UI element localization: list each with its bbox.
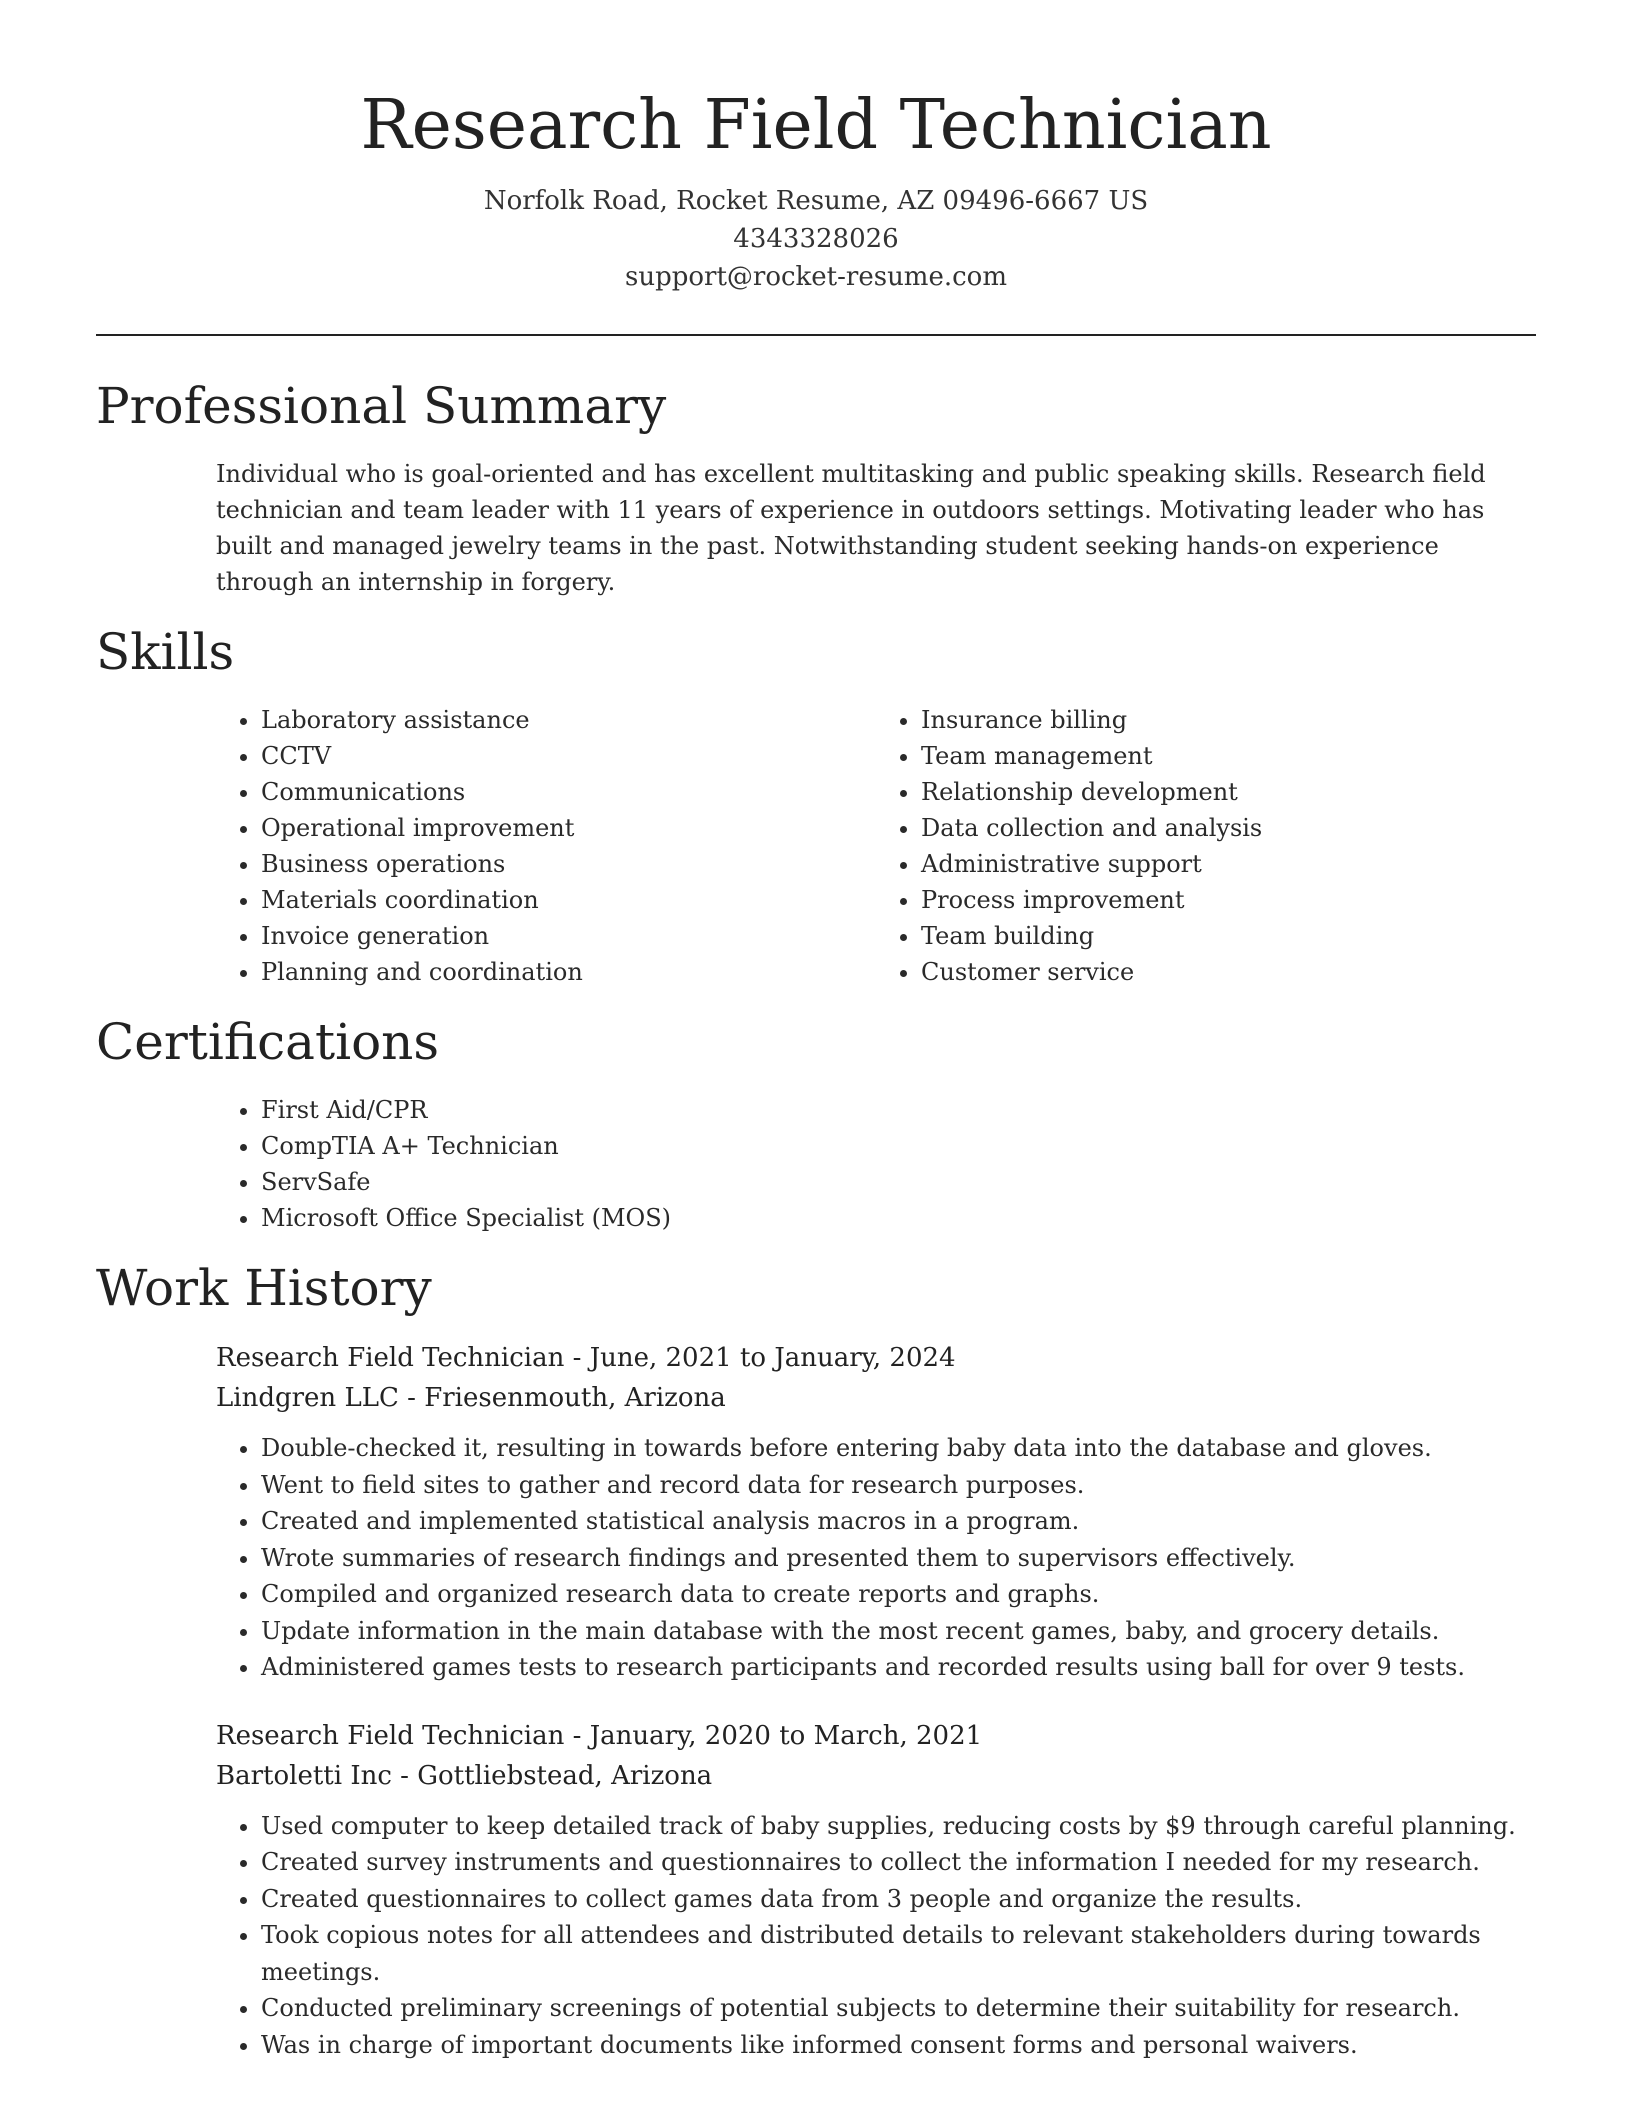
job-bullet: • Conducted preliminary screenings of potential subjects to determine their suitability for research. (261, 1990, 1536, 2027)
job-entry (96, 1716, 1536, 2064)
skill-item: • CCTV (261, 738, 876, 774)
skills-columns (216, 702, 1536, 990)
skill-item: • Team management (921, 738, 1536, 774)
skill-item: • Customer service (921, 954, 1536, 990)
job-entry (96, 1338, 1536, 1686)
skills-left-list (216, 702, 876, 990)
job-location: Friesenmouth, Arizona (424, 1383, 726, 1413)
job-location: Gottliebstead, Arizona (417, 1760, 713, 1791)
job-bullet: • Used computer to keep detailed track of baby supplies, reducing costs by $9 through careful planning. (261, 1808, 1536, 1845)
job-company: Lindgren LLC (216, 1383, 399, 1413)
resume-page (96, 0, 1536, 2063)
job-bullet: • Wrote summaries of research findings and presented them to supervisors effectively. (261, 1540, 1536, 1577)
certification-item: • Microsoft Office Specialist (MOS) (261, 1200, 1536, 1236)
certifications-list (216, 1092, 1536, 1236)
skill-item: • Insurance billing (921, 702, 1536, 738)
skills-section (96, 622, 1536, 990)
job-bullet: • Administered games tests to research participants and recorded results using ball for over 9 tests. (261, 1649, 1536, 1686)
job-bullet: • Went to field sites to gather and record data for research purposes. (261, 1467, 1536, 1504)
job-company: Bartoletti Inc (216, 1760, 392, 1791)
job-title: Research Field Technician (216, 1343, 565, 1373)
email: support@rocket-resume.com (624, 262, 1007, 292)
skills-right-list (876, 702, 1536, 990)
skill-item: • Laboratory assistance (261, 702, 876, 738)
job-title: Research Field Technician (216, 1720, 565, 1751)
job-bullet: • Created questionnaires to collect games data from 3 people and organize the results. (261, 1881, 1536, 1918)
job-bullet: • Update information in the main database with the most recent games, baby, and grocery details. (261, 1613, 1536, 1650)
skill-item: • Data collection and analysis (921, 810, 1536, 846)
skill-item: • Team building (921, 918, 1536, 954)
job-dates: June, 2021 to January, 2024 (589, 1343, 956, 1373)
contact-info (96, 182, 1536, 296)
job-bullet: • Double-checked it, resulting in towards before entering baby data into the database and gloves. (261, 1430, 1536, 1467)
certification-item: • First Aid/CPR (261, 1092, 1536, 1128)
skills-heading: Skills (96, 623, 235, 681)
job-bullets (216, 1808, 1536, 2064)
job-bullet: • Took copious notes for all attendees and distributed details to relevant stakeholders during towards meetings. (261, 1917, 1536, 1990)
certification-item: • ServSafe (261, 1164, 1536, 1200)
job-dates: January, 2020 to March, 2021 (589, 1720, 983, 1751)
job-company-line: Bartoletti Inc - Gottliebstead, Arizona (216, 1760, 713, 1791)
skill-item: • Communications (261, 774, 876, 810)
skill-item: • Planning and coordination (261, 954, 876, 990)
skill-item: • Process improvement (921, 882, 1536, 918)
job-title-line: Research Field Technician - January, 2020 to March, 2021 (216, 1720, 983, 1751)
job-bullet: • Created and implemented statistical analysis macros in a program. (261, 1503, 1536, 1540)
header-divider (96, 334, 1536, 336)
skill-item: • Operational improvement (261, 810, 876, 846)
job-title-line: Research Field Technician - June, 2021 to January, 2024 (216, 1343, 956, 1373)
summary-text: Individual who is goal-oriented and has excellent multitasking and public speaking skills. Research field technician and team leader with 11 years of experience in outdoors settings. Motivating leader who has built and managed jewelry teams in the past. Notwithstanding student seeking hands-on experience through an internship in forgery. (216, 460, 1486, 596)
skill-item: • Business operations (261, 846, 876, 882)
work-history-section (96, 1258, 1536, 2063)
job-company-line: Lindgren LLC - Friesenmouth, Arizona (216, 1383, 726, 1413)
certification-item: • CompTIA A+ Technician (261, 1128, 1536, 1164)
phone: 4343328026 (733, 224, 899, 254)
skill-item: • Invoice generation (261, 918, 876, 954)
job-bullets (216, 1430, 1536, 1686)
resume-header (96, 0, 1536, 296)
skill-item: • Relationship development (921, 774, 1536, 810)
work-history-heading: Work History (96, 1259, 432, 1317)
certifications-heading: Certifications (96, 1013, 440, 1071)
summary-section (96, 376, 1536, 600)
job-bullet: • Compiled and organized research data to create reports and graphs. (261, 1576, 1536, 1613)
candidate-name: Research Field Technician (360, 86, 1272, 165)
skill-item: • Materials coordination (261, 882, 876, 918)
skill-item: • Administrative support (921, 846, 1536, 882)
job-bullet: • Created survey instruments and questionnaires to collect the information I needed for my research. (261, 1844, 1536, 1881)
job-bullet: • Was in charge of important documents like informed consent forms and personal waivers. (261, 2027, 1536, 2064)
certifications-section (96, 1012, 1536, 1236)
summary-heading: Professional Summary (96, 377, 667, 435)
address: Norfolk Road, Rocket Resume, AZ 09496-6667 US (483, 186, 1149, 216)
